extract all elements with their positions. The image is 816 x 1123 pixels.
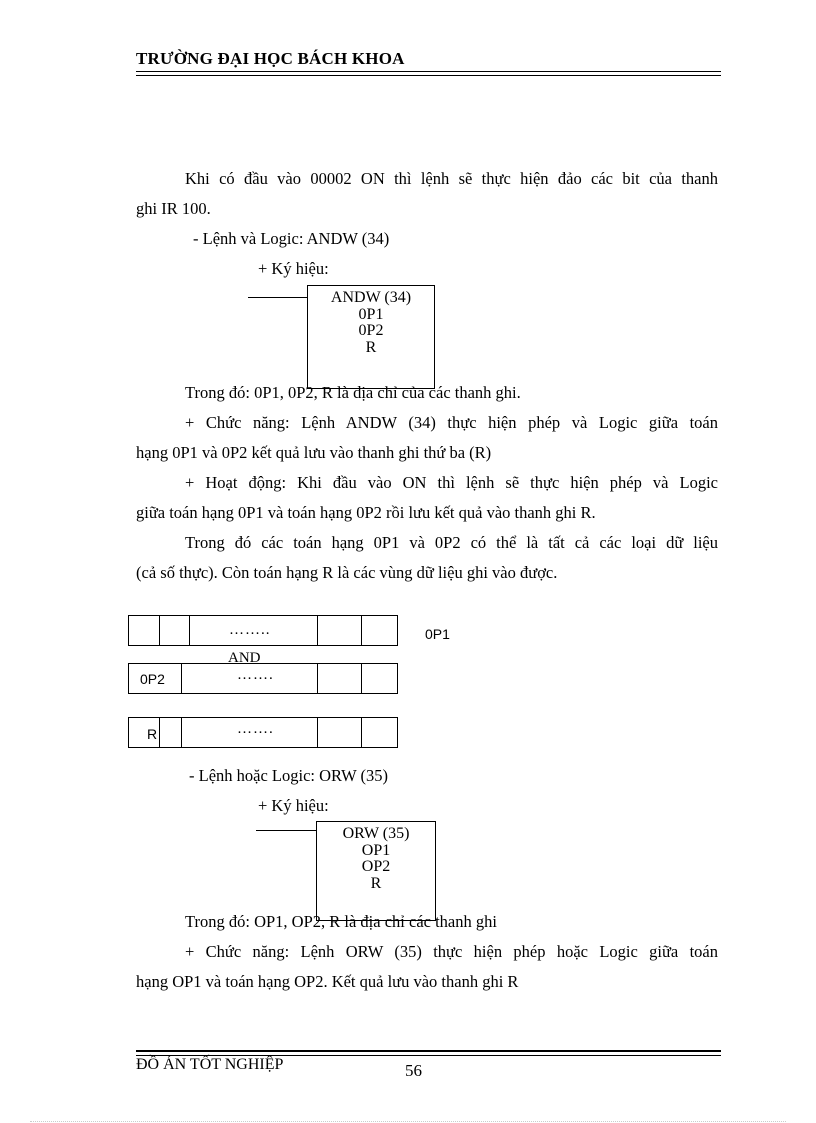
op2-label: 0P2 xyxy=(140,671,165,687)
andw-symbol-r: R xyxy=(365,338,377,356)
op2-dots: ……. xyxy=(237,667,274,683)
p1-line2: ghi IR 100. xyxy=(136,199,211,218)
header-rule-bottom xyxy=(136,75,721,76)
andw-symbol-op2: 0P2 xyxy=(358,322,384,339)
op1-dots: …….. xyxy=(229,622,271,638)
op1-register xyxy=(128,615,398,646)
and-label: AND xyxy=(228,650,261,666)
andw-symbol-label: + Ký hiệu: xyxy=(258,259,329,278)
orw-symbol-name: ORW (35) xyxy=(342,825,410,842)
andw-op-line2: giữa toán hạng 0P1 và toán hạng 0P2 rồi lưu kết quả vào thanh ghi R. xyxy=(136,503,596,522)
orw-where: Trong đó: OP1, OP2, R là địa chỉ các thanh ghi xyxy=(185,912,497,931)
andw-symbol-box xyxy=(307,285,435,389)
andw-input-line xyxy=(248,297,308,298)
op1-label: 0P1 xyxy=(425,626,450,642)
orw-symbol-op2: OP2 xyxy=(361,858,391,875)
p1-line1: Khi có đầu vào 00002 ON thì lệnh sẽ thực hiện đảo các bit của thanh xyxy=(185,169,718,188)
orw-func-line1: + Chức năng: Lệnh ORW (35) thực hiện phép hoặc Logic giữa toán xyxy=(185,942,718,961)
footer-title: ĐỒ ÁN TỐT NGHIỆP xyxy=(136,1056,284,1073)
andw-op-line1: + Hoạt động: Khi đầu vào ON thì lệnh sẽ thực hiện phép và Logic xyxy=(185,473,718,492)
andw-symbol-name: ANDW (34) xyxy=(330,289,412,306)
andw-symbol-op1: 0P1 xyxy=(358,305,384,323)
r-register xyxy=(128,717,398,748)
orw-func-line2: hạng OP1 và toán hạng OP2. Kết quả lưu vào thanh ghi R xyxy=(136,972,519,991)
op2-register xyxy=(128,663,398,694)
andw-func-line1: + Chức năng: Lệnh ANDW (34) thực hiện phép và Logic giữa toán xyxy=(185,413,718,432)
andw-heading: - Lệnh và Logic: ANDW (34) xyxy=(193,229,390,248)
page-number: 56 xyxy=(405,1061,422,1080)
footer-rule-top xyxy=(136,1050,721,1052)
orw-symbol-op1: OP1 xyxy=(361,841,391,859)
andw-func-line2: hạng 0P1 và 0P2 kết quả lưu vào thanh ghi thứ ba (R) xyxy=(136,443,492,462)
orw-heading: - Lệnh hoặc Logic: ORW (35) xyxy=(189,766,389,785)
header-title: TRƯỜNG ĐẠI HỌC BÁCH KHOA xyxy=(136,49,405,68)
page-edge-dotted-line xyxy=(30,1121,786,1122)
orw-input-line xyxy=(256,830,317,831)
r-dots: ……. xyxy=(237,721,274,737)
andw-where: Trong đó: 0P1, 0P2, R là địa chỉ của các thanh ghi. xyxy=(185,383,521,402)
orw-symbol-r: R xyxy=(370,874,382,892)
andw-note-line2: (cả số thực). Còn toán hạng R là các vùng dữ liệu ghi vào được. xyxy=(136,563,558,582)
orw-symbol-label: + Ký hiệu: xyxy=(258,796,329,815)
orw-symbol-box xyxy=(316,821,436,921)
header-rule-top xyxy=(136,71,721,72)
andw-note-line1: Trong đó các toán hạng 0P1 và 0P2 có thể là tất cả các loại dữ liệu xyxy=(185,533,718,552)
r-label: R xyxy=(147,726,158,742)
